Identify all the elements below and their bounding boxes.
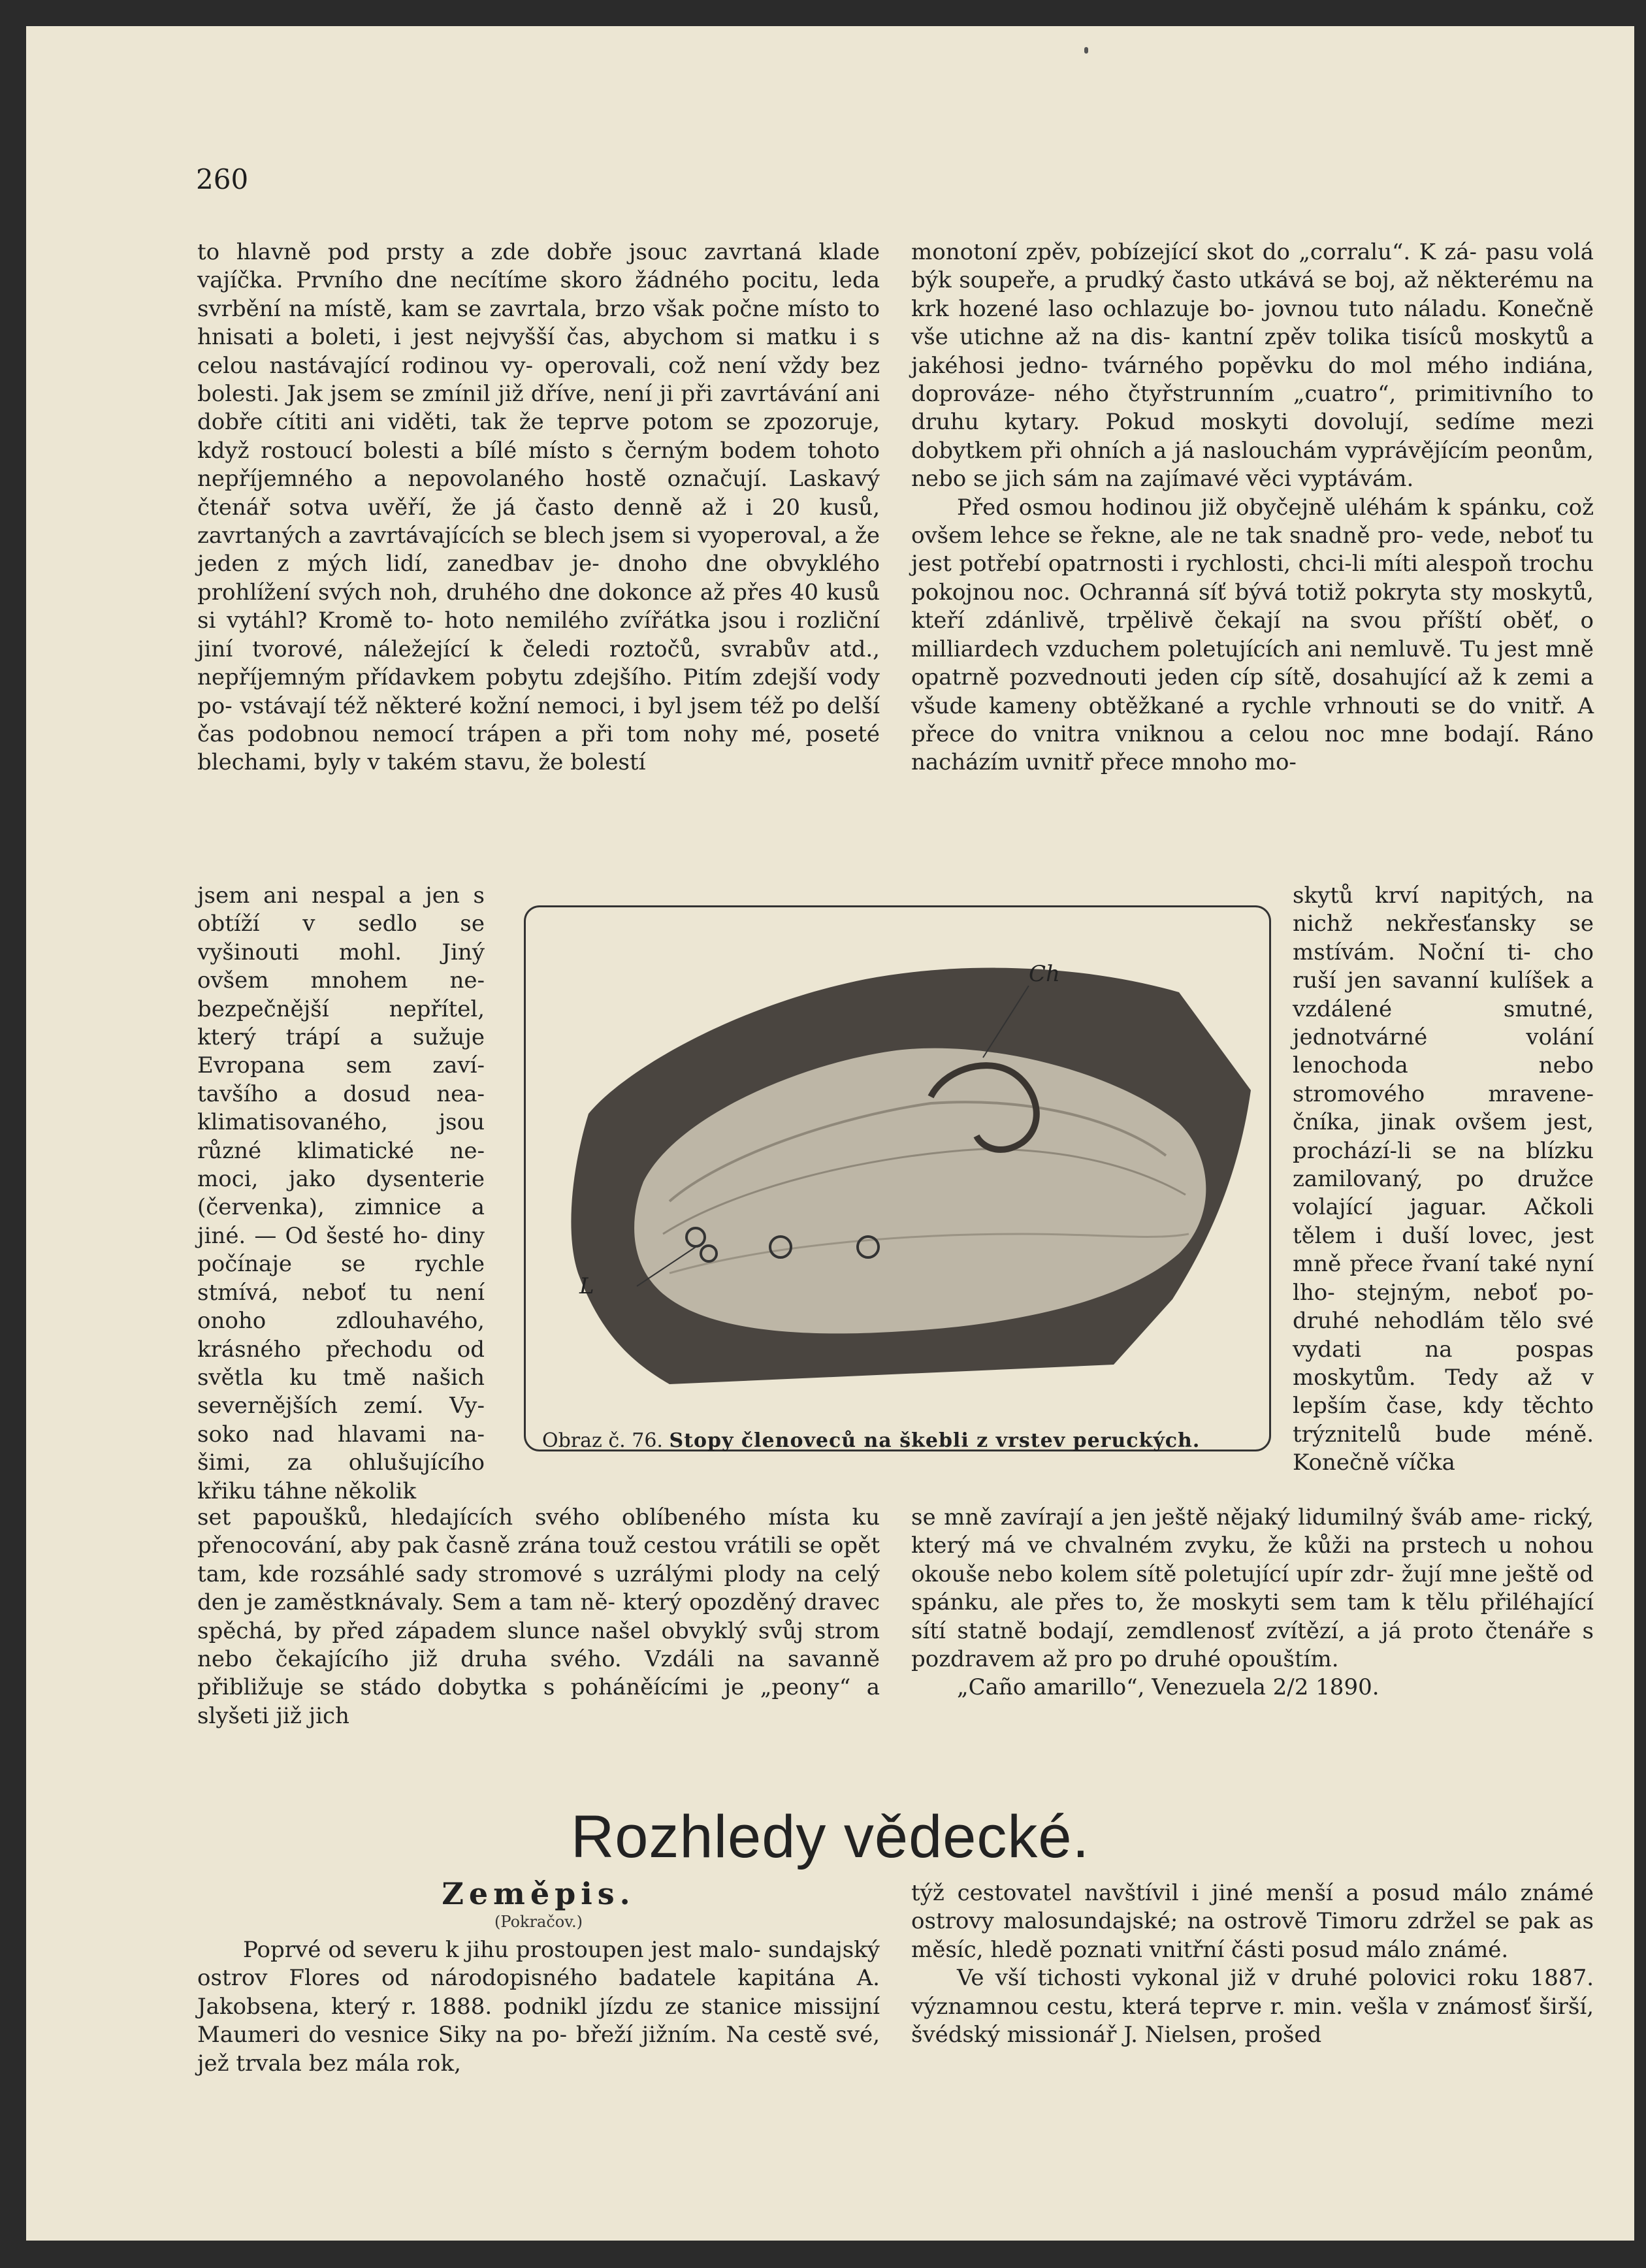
text-line: který trápí a sužuje — [197, 1024, 485, 1051]
text-line: lovec, jest mně přece — [1293, 1222, 1594, 1278]
text-line: klimatisovaného, jsou — [197, 1109, 485, 1136]
text-line: se opět tam, kde rozsáhlé sady stromové s uzrálými — [197, 1532, 880, 1587]
text-line: plody na celý den je zaměstknávaly. Sem a tam ně- — [197, 1561, 880, 1616]
text-line: čníka, jinak ovšem — [1293, 1109, 1526, 1136]
text-line: stromového mravene- — [1293, 1080, 1594, 1107]
section-heading: Rozhledy vědecké. — [570, 1804, 1090, 1870]
text-line: stejným, neboť po- — [1356, 1279, 1594, 1306]
article-paragraph — [911, 494, 1594, 777]
text-line: se mstívám. Noční ti- — [1293, 911, 1594, 965]
article-text-block — [911, 1504, 1594, 1674]
text-line: řvaní také nyní lho- — [1293, 1251, 1594, 1306]
text-line: onoho zdlouhavého, — [197, 1308, 485, 1335]
article-right-column-wrap — [1293, 882, 1594, 1478]
article-signoff: „Caño amarillo“, Venezuela 2/2 1890. — [957, 1674, 1380, 1701]
text-line: volání lenochoda nebo — [1293, 1024, 1594, 1079]
article-left-column-top — [197, 238, 880, 777]
ink-spot — [1084, 47, 1088, 54]
text-line: pasu volá býk soupeře, a prudký často utkává se — [911, 239, 1594, 294]
figure-caption-number: Obraz č. 76. — [542, 1429, 663, 1452]
text-line: tohoto nepříjemného a nepovolaného hostě označují. — [197, 437, 880, 493]
text-line: přídavkem pobytu zdejšího. Pitím zdejší vody po- — [197, 664, 880, 719]
text-line: jsem ani nespal a jen — [197, 883, 460, 909]
text-line: druhé opouštím. — [1154, 1646, 1339, 1673]
text-line: při ohních a já naslouchám vyprávějícím peonům, — [1029, 437, 1594, 464]
text-line: se do vnitř. A přece do vnitra vniknou a celou noc — [911, 692, 1594, 747]
article-right-column-bottom — [911, 1504, 1594, 1702]
shell-fossil-illustration — [526, 907, 1269, 1450]
text-line: abychom si matku i s celou nastávající rodinou vy- — [197, 324, 880, 379]
text-line: bezpečnější nepřítel, — [197, 996, 485, 1022]
text-line: k zemi a všude kameny obtěžkané a rychle vrhnouti — [911, 664, 1594, 719]
text-line: zmínil již dříve, není ji při zavrtávání ani dobře — [197, 381, 880, 436]
text-line: mne bodají. Ráno nacházím uvnitř přece mnoho mo- — [911, 721, 1594, 776]
text-line: kantní zpěv tolika tisíců moskytů a jakéhosi jedno- — [911, 324, 1594, 379]
text-line: druhé nehodlám tělo — [1293, 1308, 1542, 1335]
text-line: Před osmou hodinou již obyčejně uléhám k spánku, — [957, 494, 1547, 521]
text-line: sundajský ostrov Flores od národopisného badatele — [197, 1937, 880, 1992]
text-line: opatrně pozvednouti jeden cíp sítě, dosahující až — [911, 664, 1483, 691]
text-line: operovali, což není vždy bez bolesti. Jak jsem se — [197, 352, 880, 408]
section-paragraph — [911, 1879, 1594, 1964]
article-left-column-bottom — [197, 1504, 880, 1730]
text-line: vstávají též některé kožní nemoci, i byl jsem též po — [240, 692, 820, 719]
article-text-block — [197, 238, 880, 777]
text-line: Ve vší tichosti vykonal již v druhé polovici roku — [957, 1965, 1519, 1992]
section-paragraph — [197, 1936, 880, 2078]
text-line: posud málo známé. — [1291, 1936, 1509, 1963]
section-left-column — [197, 1936, 880, 2078]
text-line: přenocování, aby pak časně zrána touž cestou vrátili — [197, 1532, 792, 1559]
text-line: boj, až některému na krk hozené laso ochlazuje bo- — [911, 267, 1594, 322]
text-line: si vyoperoval, a že jeden z mých lidí, zanedbav je- — [197, 523, 880, 577]
text-line: křiku táhne několik — [197, 1478, 417, 1504]
figure-caption — [542, 1429, 1274, 1452]
text-line: těchto trýznitelů bude — [1293, 1393, 1594, 1448]
section-subnote: (Pokračov.) — [494, 1913, 583, 1931]
text-line: Ačkoli tělem i duší — [1293, 1194, 1594, 1249]
text-line: v lepším čase, kdy — [1293, 1364, 1594, 1419]
text-line: vede, neboť tu jest potřebí opatrnosti i rychlosti, — [911, 523, 1594, 577]
text-line: jest, prochází-li se na — [1293, 1109, 1594, 1164]
text-line: hoto nemilého zvířátka jsou i rozliční jiní tvorové, — [197, 608, 880, 662]
text-line: moci, jako dysenterie — [197, 1166, 485, 1193]
text-line: což ovšem lehce se řekne, ale ne tak snadně pro- — [911, 494, 1594, 549]
text-line: dnoho dne obvyklého prohlížení svých noh, druhého — [197, 551, 880, 606]
text-line: tvárného popěvku do mol mého indiána, doprováze- — [911, 352, 1594, 408]
text-line: různé klimatické ne- — [197, 1137, 485, 1164]
text-line: sem tam k tělu přiléhající sítí statně bodají, zemdlenosť — [911, 1589, 1594, 1644]
text-line: kapitána A. Jakobsena, který r. 1888. podnikl jízdu — [197, 1965, 880, 2020]
text-line: vajíčka. Prvního dne necítíme skoro žádného pocitu, — [197, 267, 820, 294]
text-line: jovnou tuto náladu. Konečně vše utichne až na dis- — [911, 295, 1594, 351]
text-line: který opozděný dravec spěchá, by před západem — [197, 1589, 880, 1644]
text-line: žují mne ještě od spánku, ale přes to, že moskyti — [911, 1561, 1594, 1616]
journal-page — [26, 26, 1634, 2241]
article-text-block — [197, 882, 485, 1506]
text-line: síť bývá totiž pokryta sty moskytů, kteří zdánlivě, — [911, 579, 1594, 634]
text-line: mé, poseté blechami, byly v takém stavu, že bolestí — [197, 721, 880, 776]
text-line: kytary. Pokud moskyti dovolují, sedíme mezi dobytkem — [911, 409, 1594, 464]
article-right-column-top — [911, 238, 1594, 777]
section-paragraph — [911, 1964, 1594, 2049]
text-line: rický, který má ve chvalném zvyku, že kůži na prstech — [911, 1504, 1594, 1559]
section-right-column — [911, 1879, 1594, 2049]
text-line: set papoušků, hledajících svého oblíbeného místa ku — [197, 1504, 880, 1531]
text-line: v známosť širší, švédský missionář J. Nielsen, prošed — [911, 1993, 1594, 2049]
text-line: méně. Konečně víčka — [1293, 1421, 1594, 1476]
text-line: břeží jižním. Na cestě své, jež trvala bez mála rok, — [197, 2022, 880, 2077]
text-line: na nichž nekřesťansky — [1293, 883, 1594, 937]
text-line: Evropana sem zaví- — [197, 1052, 485, 1079]
text-line: ného čtyřstrunním „cuatro“, primitivního to druhu — [911, 381, 1594, 436]
article-text-block — [197, 1504, 880, 1730]
text-line: cítiti ani viděti, tak že teprve potom se zpozoruje, — [276, 409, 880, 436]
article-text-block — [1293, 882, 1594, 1478]
text-line: moskytům. Tedy až — [1293, 1364, 1553, 1391]
article-left-column-wrap — [197, 882, 485, 1506]
text-line: 1887. významnou cestu, která teprve r. min. vešla — [911, 1965, 1594, 2020]
text-line: náležející k čeledi roztočů, svrabův atd., nepříjemným — [197, 636, 880, 691]
text-line: kulíšek a vzdálené — [1293, 967, 1594, 1022]
figure-label-l: L — [579, 1273, 594, 1299]
text-line: severnějších zemí. Vy- — [197, 1393, 485, 1419]
text-line: smutné, jednotvárné — [1293, 996, 1594, 1051]
text-line: své vydati na pospas — [1293, 1308, 1594, 1363]
text-line: i 20 kusů, zavrtaných a zavrtávajících se blech jsem — [197, 494, 880, 549]
text-line: blízku zamilovaný, po — [1293, 1137, 1594, 1193]
text-line: světla ku tmě našich — [197, 1364, 485, 1391]
text-line: družce volající jaguar. — [1293, 1166, 1594, 1221]
text-line: dne dokonce až přes 40 kusů si vytáhl? Kromě to- — [197, 579, 880, 634]
text-line: cho ruší jen savanní — [1293, 939, 1594, 994]
text-line: druha svého. Vzdáli na savanně přibližuje se stádo — [197, 1646, 880, 1701]
text-line: zvítězí, a já proto čtenáře s pozdravem až pro po — [911, 1617, 1594, 1673]
text-line: stmívá, neboť tu není — [197, 1279, 485, 1306]
text-line: týž cestovatel navštívil i jiné menší a posud málo — [911, 1880, 1508, 1906]
text-line: tavšího a dosud nea- — [197, 1080, 485, 1107]
text-line: Poprvé od severu k jihu prostoupen jest malo- — [243, 1937, 761, 1963]
text-line: (červenka), zimnice a — [197, 1194, 485, 1221]
figure-label-ch: Ch — [1029, 961, 1060, 987]
section-subheading: Zeměpis. — [442, 1876, 636, 1911]
text-line: nebo se jich sám na zajímavé věci vyptávám. — [911, 466, 1414, 493]
figure-frame — [524, 905, 1271, 1451]
text-line: to hlavně pod prsty a zde dobře jsouc zavrtaná klade — [197, 239, 880, 265]
text-line: když rostoucí bolesti a bílé místo s černým bodem — [197, 437, 796, 464]
figure-caption-text: Stopy členoveců na škebli z vrstev peruckých. — [669, 1429, 1201, 1452]
text-line: krásného přechodu od — [197, 1336, 485, 1363]
text-line: monotoní zpěv, pobízející skot do „corralu“. K zá- — [911, 239, 1477, 265]
text-line: zdržel se pak as měsíc, hledě poznati vnitřní části — [911, 1908, 1594, 1963]
text-line: Laskavý čtenář sotva uvěří, že já často denně až — [197, 466, 880, 521]
text-line: ze stanice missijní Maumeri do vesnice Siky na po- — [197, 1993, 880, 2049]
text-line: slunce našel obvyklý svůj strom nebo čekajícího již — [197, 1617, 880, 1673]
text-line: jiné. — Od šesté ho- — [197, 1222, 428, 1249]
article-text-block — [911, 238, 1594, 494]
text-line: leda svrbění na místě, kam se zavrtala, brzo však — [197, 267, 880, 322]
text-line: s obtíží v sedlo se — [197, 883, 485, 937]
text-line: šimi, za ohlušujícího — [197, 1450, 485, 1476]
text-line: trpělivě čekají na svou příští oběť, o milliardech — [911, 608, 1594, 662]
text-line: se mně zavírají a jen ještě nějaký lidumilný šváb ame- — [911, 1504, 1526, 1531]
text-line: skytů krví napitých, — [1293, 883, 1545, 909]
text-line: delší čas podobnou nemocí trápen a při tom nohy — [197, 692, 880, 747]
text-line: vyšinouti mohl. Jiný — [197, 939, 485, 965]
text-line: známé ostrovy malosundajské; na ostrově Timoru — [911, 1880, 1594, 1935]
page-number: 260 — [196, 163, 249, 195]
text-line: počne místo to hnisati a boleti, i jest nejvyšší čas, — [197, 295, 880, 351]
text-line: ovšem mnohem ne- — [197, 967, 485, 994]
text-line: dobytka s poháněícími je „peony“ a slyšeti již jich — [197, 1674, 880, 1729]
text-line: diny počínaje se rychle — [197, 1222, 485, 1278]
text-line: u nohou okouše nebo kolem sítě poletující upír zdr- — [911, 1532, 1594, 1587]
text-line: soko nad hlavami na- — [197, 1421, 485, 1448]
text-line: vzduchem poletujících ani nemluvě. Tu jest mně — [1046, 636, 1594, 662]
text-line: chci-li míti alespoň trochu pokojnou noc. Ochranná — [911, 551, 1594, 606]
